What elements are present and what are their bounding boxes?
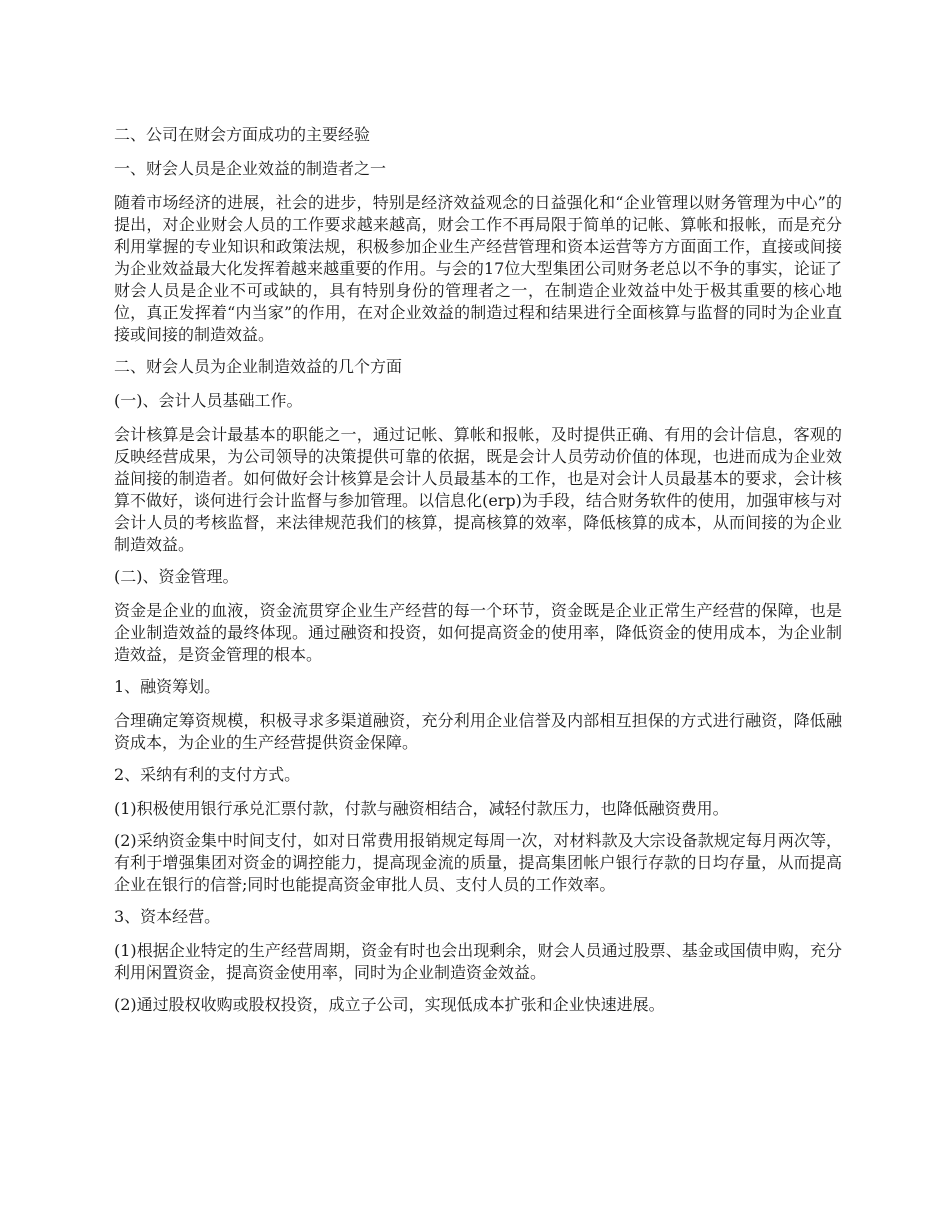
subsection-heading: 一、财会人员是企业效益的制造者之一 [114,159,387,178]
document-page [114,124,842,1026]
body-paragraph: (2)采纳资金集中时间支付，如对日常费用报销规定每周一次，对材料款及大宗设备款规定每月两次等，有利于增强集团对资金的调控能力，提高现金流的质量，提高集团帐户银行存款的日均存量，从而提高企业在银行的信誉;同时也能提高资金审批人员、支付人员的工作效率。 [114,831,842,894]
subsection-heading: 二、财会人员为企业制造效益的几个方面 [114,357,403,376]
item-heading: (一)、会计人员基础工作。 [114,391,303,410]
item-heading: 2、采纳有利的支付方式。 [114,765,301,784]
body-paragraph: 会计核算是会计最基本的职能之一，通过记帐、算帐和报帐，及时提供正确、有用的会计信息，客观的反映经营成果，为公司领导的决策提供可靠的依据，既是会计人员劳动价值的体现，也进而成为企业效益间接的制造者。如何做好会计核算是会计人员最基本的工作，也是对会计人员最基本的要求，会计核算不做好，谈何进行会计监督与参加管理。以信息化(erp)为手段，结合财务软件的使用，加强审核与对会计人员的考核监督，来法律规范我们的核算，提高核算的效率，降低核算的成本，从而间接的为企业制造效益。 [114,425,842,554]
section-heading: 二、公司在财会方面成功的主要经验 [114,125,371,144]
body-paragraph: (2)通过股权收购或股权投资，成立子公司，实现低成本扩张和企业快速进展。 [114,995,665,1014]
item-heading: (二)、资金管理。 [114,567,239,586]
body-paragraph: 合理确定筹资规模，积极寻求多渠道融资，充分利用企业信誉及内部相互担保的方式进行融资，降低融资成本，为企业的生产经营提供资金保障。 [114,711,842,752]
body-paragraph: (1)根据企业特定的生产经营周期，资金有时也会出现剩余，财会人员通过股票、基金或国债申购，充分利用闲置资金，提高资金使用率，同时为企业制造资金效益。 [114,941,842,982]
item-heading: 1、融资筹划。 [114,677,221,696]
body-paragraph: 资金是企业的血液，资金流贯穿企业生产经营的每一个环节，资金既是企业正常生产经营的保障，也是企业制造效益的最终体现。通过融资和投资，如何提高资金的使用率，降低资金的使用成本，为企业制造效益，是资金管理的根本。 [114,601,842,664]
item-heading: 3、资本经营。 [114,907,221,926]
body-paragraph: (1)积极使用银行承兑汇票付款，付款与融资相结合，减轻付款压力，也降低融资费用。 [114,799,729,818]
body-paragraph: 随着市场经济的进展，社会的进步，特别是经济效益观念的日益强化和“企业管理以财务管理为中心”的提出，对企业财会人员的工作要求越来越高，财会工作不再局限于简单的记帐、算帐和报帐，而是充分利用掌握的专业知识和政策法规，积极参加企业生产经营管理和资本运营等方方面面工作，直接或间接为企业效益最大化发挥着越来越重要的作用。与会的17位大型集团公司财务老总以不争的事实，论证了财会人员是企业不可或缺的，具有特别身份的管理者之一，在制造企业效益中处于极其重要的核心地位，真正发挥着“内当家”的作用，在对企业效益的制造过程和结果进行全面核算与监督的同时为企业直接或间接的制造效益。 [114,193,842,344]
